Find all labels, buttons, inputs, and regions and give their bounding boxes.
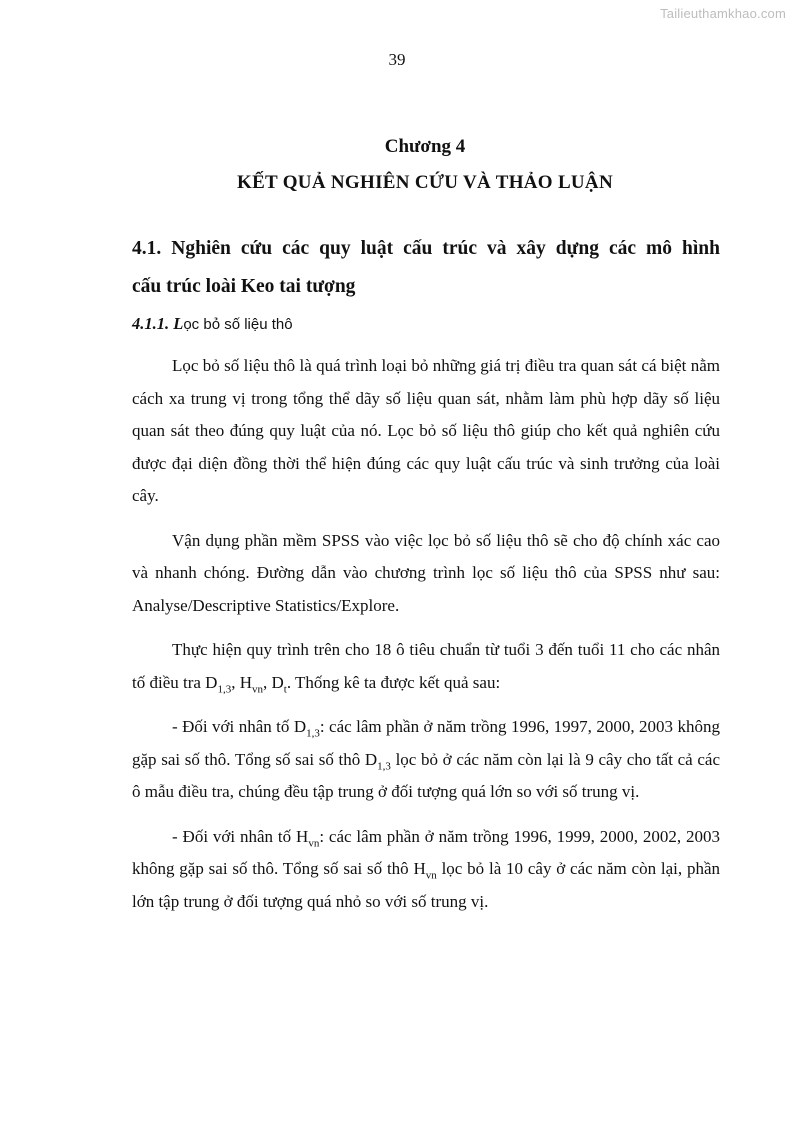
- paragraph-4: - Đối với nhân tố $D_{1,3}$: các lâm phần ở năm trồng 1996, 1997, 2000, 2003 không gặp sai số thô. Tổng số sai số thô $D_{1,3}$ lọc bỏ ở các năm còn lại là 9 cây cho tất cả các ô mẫu điều tra, chúng đều tập trung ở đối tượng quá lớn so với số trung vị.: [132, 717, 720, 801]
- body-text: [132, 350, 720, 930]
- paragraph-2: Vận dụng phần mềm SPSS vào việc lọc bỏ số liệu thô sẽ cho độ chính xác cao và nhanh chóng. Đường dẫn vào chương trình lọc số liệu thô của SPSS như sau: Analyse/Descriptive Statistics/Explore.: [132, 530, 720, 615]
- subsection-number: 4.1.1.: [132, 314, 170, 333]
- paragraph-5: - Đối với nhân tố $H_{vn}$: các lâm phần ở năm trồng 1996, 1999, 2000, 2002, 2003 không gặp sai số thô. Tổng số sai số thô $H_{vn}$ lọc bỏ là 10 cây ở các năm còn lại, phần lớn tập trung ở đối tượng quá nhỏ so với số trung vị.: [132, 826, 721, 911]
- paragraph-1: Lọc bỏ số liệu thô là quá trình loại bỏ những giá trị điều tra quan sát cá biệt nằm cách xa trung vị trong tổng thể dãy số liệu quan sát, nhằm làm phù hợp dãy số liệu quan sát theo đúng quy luật của nó. Lọc bỏ số liệu thô giúp cho kết quả nghiên cứu được đại diện đồng thời thể hiện đúng các quy luật cấu trúc và sinh trưởng của loài cây.: [132, 356, 720, 505]
- section-heading: [132, 230, 720, 306]
- chapter-subtitle: KẾT QUẢ NGHIÊN CỨU VÀ THẢO LUẬN: [237, 172, 613, 193]
- section-heading-line-1: 4.1. Nghiên cứu các quy luật cấu trúc và xây dựng các mô hình: [132, 238, 720, 259]
- subsection-first-letter: L: [173, 314, 184, 333]
- subsection-title: ọc bỏ số liệu thô: [183, 316, 293, 333]
- paragraph-3: Thực hiện quy trình trên cho 18 ô tiêu chuẩn từ tuổi 3 đến tuổi 11 cho các nhân tố điều tra $D_{1,3}$, $H_{vn}$, $D_t$. Thống kê ta được kết quả sau:: [132, 640, 720, 695]
- page-number: 39: [388, 50, 406, 69]
- watermark: Tailieuthamkhao.com: [660, 6, 786, 21]
- chapter-title: Chương 4: [384, 136, 466, 157]
- section-heading-line-2: cấu trúc loài Keo tai tượng: [132, 276, 356, 297]
- subsection-heading: [132, 314, 293, 334]
